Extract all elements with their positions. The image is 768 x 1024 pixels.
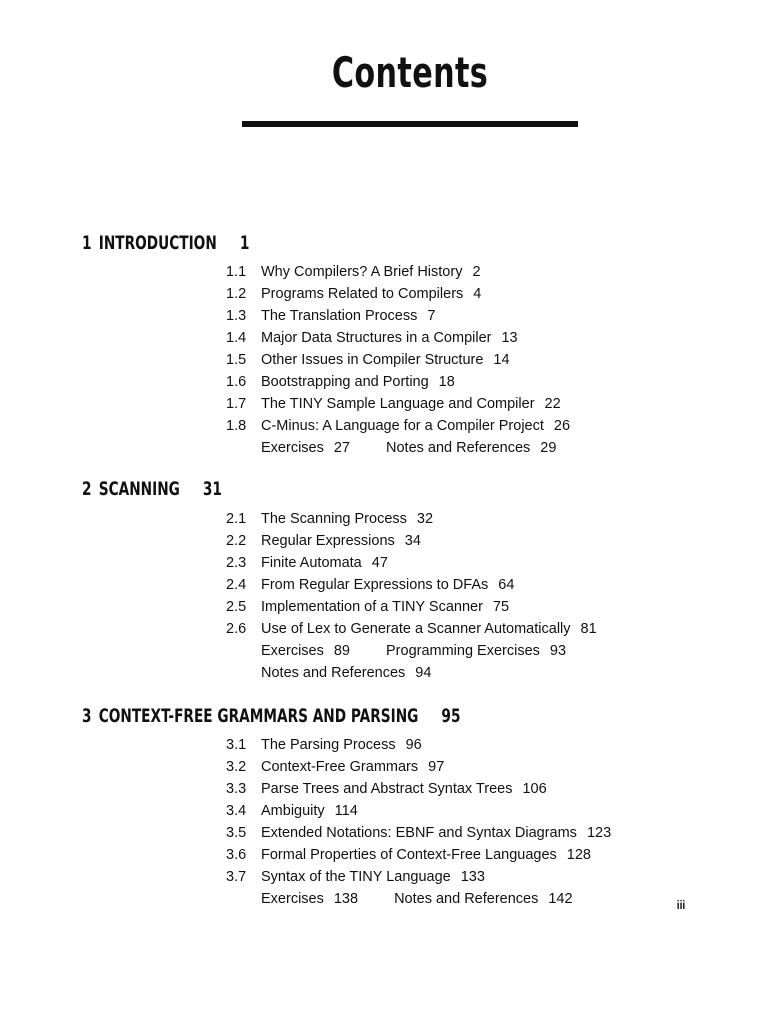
section-number: 1.8 [226, 418, 247, 434]
chapter-heading-3 [82, 705, 460, 727]
toc-row [226, 734, 611, 756]
section-page: 97 [428, 759, 445, 775]
chapter-heading-1 [82, 232, 249, 254]
toc-row [226, 305, 570, 327]
section-title: The Parsing Process [261, 737, 396, 753]
section-number: 2.2 [226, 533, 247, 549]
toc-row [226, 574, 597, 596]
extra-page: 89 [333, 643, 350, 659]
section-title: Finite Automata [261, 555, 362, 571]
toc-row [226, 415, 570, 437]
toc-row [226, 371, 570, 393]
extra-title: Exercises [261, 891, 324, 907]
section-title: Parse Trees and Abstract Syntax Trees [261, 781, 513, 797]
section-page: 18 [438, 374, 455, 390]
extra-page: 27 [333, 440, 350, 456]
extra-title: Notes and References [386, 440, 531, 456]
section-number: 1.2 [226, 286, 247, 302]
section-title: Use of Lex to Generate a Scanner Automatically [261, 621, 571, 637]
toc-row [226, 844, 611, 866]
toc-row [226, 349, 570, 371]
section-title: Other Issues in Compiler Structure [261, 352, 484, 368]
chapter-heading-2 [82, 478, 222, 500]
section-page: 106 [522, 781, 547, 797]
chapter-2-sections [226, 508, 597, 684]
chapter-page: 95 [441, 705, 461, 727]
chapter-page: 1 [239, 232, 250, 254]
extra-title: Notes and References [261, 665, 406, 681]
section-number: 3.3 [226, 781, 247, 797]
section-number: 2.6 [226, 621, 247, 637]
toc-row [226, 596, 597, 618]
toc-row [226, 261, 570, 283]
toc-extras-row [226, 888, 611, 910]
toc-row [226, 778, 611, 800]
toc-row [226, 393, 570, 415]
chapter-number: 2 [82, 478, 92, 500]
section-number: 3.5 [226, 825, 247, 841]
section-title: The TINY Sample Language and Compiler [261, 396, 535, 412]
extra-page: 142 [548, 891, 573, 907]
section-number: 1.4 [226, 330, 247, 346]
section-page: 7 [427, 308, 436, 324]
section-title: Ambiguity [261, 803, 325, 819]
section-page: 22 [544, 396, 561, 412]
section-title: The Scanning Process [261, 511, 407, 527]
section-title: Formal Properties of Context-Free Languages [261, 847, 557, 863]
section-number: 2.4 [226, 577, 247, 593]
toc-row [226, 508, 597, 530]
chapter-title: SCANNING [98, 478, 180, 500]
extra-page: 93 [549, 643, 567, 659]
section-title: Programs Related to Compilers [261, 286, 464, 302]
toc-row [226, 800, 611, 822]
toc-row [226, 327, 570, 349]
section-number: 3.4 [226, 803, 247, 819]
section-page: 34 [404, 533, 421, 549]
extra-title: Programming Exercises [386, 643, 540, 659]
toc-row [226, 866, 611, 888]
section-page: 32 [416, 511, 434, 527]
section-title: Context-Free Grammars [261, 759, 419, 775]
toc-extras-row [226, 662, 597, 684]
section-page: 64 [498, 577, 515, 593]
chapter-title: CONTEXT-FREE GRAMMARS AND PARSING [98, 705, 419, 727]
section-page: 2 [472, 264, 481, 280]
section-title: Why Compilers? A Brief History [261, 264, 463, 280]
section-page: 75 [492, 599, 510, 615]
chapter-3-sections [226, 734, 611, 910]
extra-title: Exercises [261, 440, 324, 456]
section-title: Bootstrapping and Porting [261, 374, 429, 390]
extra-title: Notes and References [394, 891, 539, 907]
section-page: 47 [371, 555, 388, 571]
section-number: 1.1 [226, 264, 247, 280]
section-title: C-Minus: A Language for a Compiler Project [261, 418, 544, 434]
toc-row [226, 756, 611, 778]
chapter-page: 31 [202, 478, 222, 500]
section-page: 13 [501, 330, 518, 346]
section-number: 3.6 [226, 847, 247, 863]
chapter-title: INTRODUCTION [98, 232, 217, 254]
section-number: 1.6 [226, 374, 247, 390]
section-number: 1.5 [226, 352, 247, 368]
section-page: 123 [586, 825, 612, 841]
toc-extras-row [226, 640, 597, 662]
section-page: 14 [493, 352, 510, 368]
section-page: 81 [580, 621, 597, 637]
section-title: The Translation Process [261, 308, 418, 324]
toc-row [226, 552, 597, 574]
section-number: 2.3 [226, 555, 247, 571]
section-title: Regular Expressions [261, 533, 395, 549]
section-number: 1.3 [226, 308, 247, 324]
section-number: 2.5 [226, 599, 247, 615]
toc-extras-row [226, 437, 570, 459]
section-title: From Regular Expressions to DFAs [261, 577, 489, 593]
chapter-1-sections [226, 261, 570, 459]
section-number: 2.1 [226, 511, 247, 527]
section-page: 96 [405, 737, 422, 753]
section-page: 4 [473, 286, 482, 302]
section-title: Major Data Structures in a Compiler [261, 330, 492, 346]
extra-page: 138 [333, 891, 359, 907]
page-title: Contents [331, 48, 489, 97]
section-page: 114 [334, 803, 358, 819]
section-number: 3.7 [226, 869, 247, 885]
section-title: Extended Notations: EBNF and Syntax Diagrams [261, 825, 577, 841]
page-number: iii [676, 898, 686, 912]
chapter-number: 3 [82, 705, 92, 727]
section-number: 1.7 [226, 396, 247, 412]
toc-row [226, 822, 611, 844]
section-title: Syntax of the TINY Language [261, 869, 451, 885]
extra-page: 94 [415, 665, 432, 681]
extra-title: Exercises [261, 643, 324, 659]
extra-page: 29 [540, 440, 557, 456]
toc-row [226, 530, 597, 552]
chapter-number: 1 [82, 232, 92, 254]
section-number: 3.1 [226, 737, 247, 753]
section-page: 26 [553, 418, 571, 434]
toc-row [226, 618, 597, 640]
toc-row [226, 283, 570, 305]
section-page: 133 [460, 869, 485, 885]
section-title: Implementation of a TINY Scanner [261, 599, 483, 615]
section-number: 3.2 [226, 759, 247, 775]
section-page: 128 [566, 847, 591, 863]
title-rule [242, 121, 578, 127]
